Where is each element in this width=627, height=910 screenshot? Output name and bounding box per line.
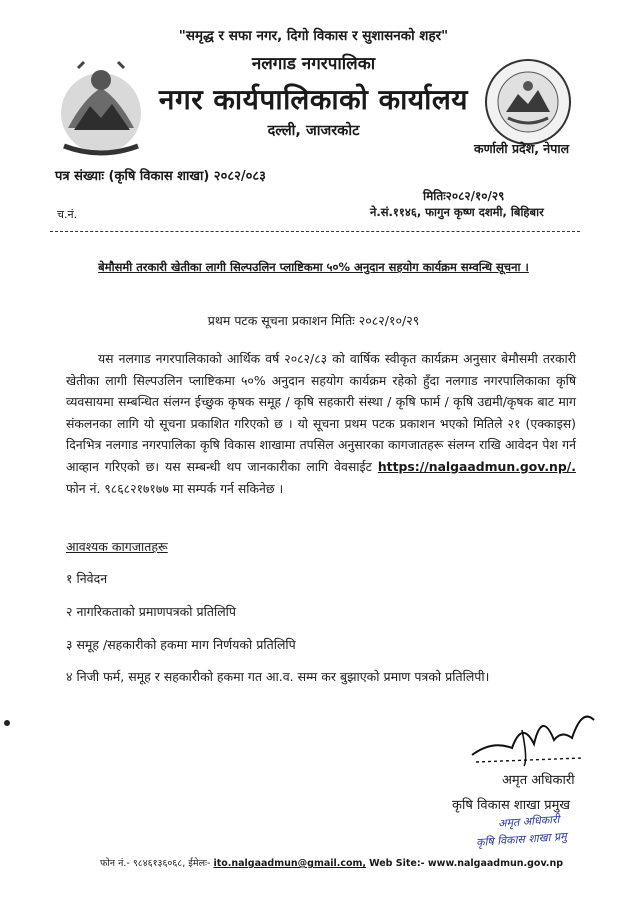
footer-email[interactable]: ito.nalgaadmun@gmail.com, (213, 858, 367, 869)
signatory-name: अमृत अधिकारी (502, 773, 575, 788)
documents-heading: आवश्यक कागजातहरू (66, 539, 168, 554)
nepal-sambat-date: ने.सं.११४६, फागुन कृष्ण दशमी, बिहिबार (370, 205, 544, 219)
footer-website[interactable]: Web Site:- www.nalgaadmun.gov.np (369, 858, 564, 869)
motto: "समृद्ध र सफा नगर, दिगो विकास र सुशासनको शहर" (178, 28, 449, 44)
handwritten-signature (462, 700, 602, 770)
document-item: ३ समूह /सहकारीको हकमा माग निर्णयको प्रतिलिपि (66, 637, 296, 652)
document-item: २ नागरिकताको प्रमाणपत्रको प्रतिलिपि (66, 604, 237, 619)
footer-phone: फोन नं.- ९८४६१३६०६८, ईमेलः- (100, 858, 211, 869)
header-divider (50, 231, 580, 232)
province-name: कर्णाली प्रदेश, नेपाल (474, 141, 570, 156)
letter-date: मितिः२०८२/१०/२९ (423, 189, 505, 203)
office-address: दल्ली, जाजरकोट (267, 123, 360, 139)
notice-body-text: यस नलगाड नगरपालिकाको आर्थिक वर्ष २०८२/८३ को वार्षिक स्वीकृत कार्यक्रम अनुसार बेमौसमी तरकारी खेतीका लागी सिल्पउलिन प्लाष्टिकमा ५०% अनुदान सहयोग कार्यक्रम रहेको हुँदा नलगाड नगरपालिकाका कृषि व्यवसायमा सम्बन्धित संलग्न ईच्छुक कृषक समूह / कृषि सहकारी संस्था / कृषि फार्म / कृषि उद्यमी/कृषक बाट माग संकलनका लागि यो सूचना प्रकाशित गरिएको छ । यो सूचना प्रथम पटक प्रकाशन भएको मितिले २१ (एक्काइस) दिनभित्र नलगाड नगरपालिका कृषि विकास शाखामा तपसिल अनुसारका कागजातहरू संलग्न राखि आवेदन पेश गर्न आव्हान गरिएको छ। यस सम्बन्धी थप जानकारीका लागि वेवसाईट (66, 351, 576, 474)
stamp-name: अमृत अधिकारी (497, 812, 560, 831)
document-item: १ निवेदन (66, 571, 108, 586)
office-title: नगर कार्यपालिकाको कार्यालय (158, 83, 469, 116)
reference-number: च.नं. (57, 208, 78, 221)
signatory-title: कृषि विकास शाखा प्रमुख (452, 798, 571, 813)
document-item: ४ निजी फर्म, समूह र सहकारीको हकमा गत आ.व. सम्म कर बुझाएको प्रमाण पत्रको प्रतिलिपी। (66, 669, 490, 684)
municipality-seal-icon (484, 58, 572, 146)
notice-subject: बेमौसमी तरकारी खेतीका लागी सिल्पउलिन प्लाष्टिकमा ५०% अनुदान सहयोग कार्यक्रम सम्वन्धि सूचना । (98, 260, 529, 274)
website-link[interactable]: https://nalgaadmun.gov.np/. (377, 458, 576, 474)
footer-contact (100, 856, 563, 869)
contact-text: फोन नं. ९८६८२१७१७७ मा सम्पर्क गर्न सकिनेछ । (66, 480, 284, 496)
letter-number: पत्र संख्याः (कृषि विकास शाखा) २०८२/०८३ (55, 169, 266, 184)
notice-body (66, 348, 576, 499)
municipality-name: नलगाड नगरपालिका (251, 54, 376, 74)
stamp-title: कृषि विकास शाखा प्रमु (475, 829, 568, 850)
margin-dot (4, 720, 10, 726)
publication-date: प्रथम पटक सूचना प्रकाशन मितिः २०८२/१०/२९ (207, 313, 420, 328)
